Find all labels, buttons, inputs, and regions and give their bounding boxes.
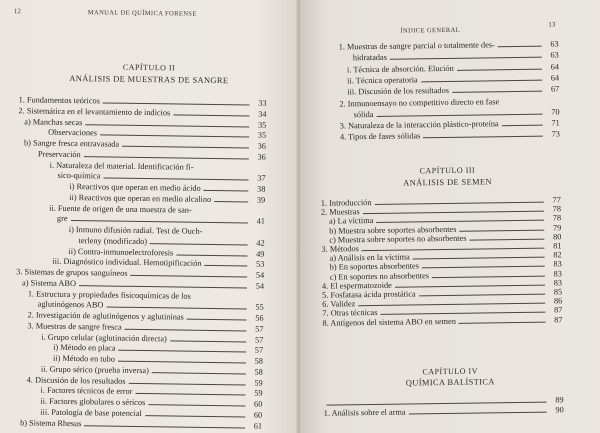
toc-entry-page: 38	[257, 184, 266, 194]
toc-leader-line	[421, 80, 542, 83]
toc-entry-page: 81	[553, 241, 562, 251]
toc-leader-line	[71, 220, 248, 223]
toc-entry-title: i) Método en placa	[53, 343, 116, 353]
right-running-header: ÍNDICE GENERAL	[400, 26, 461, 35]
toc-leader-line	[204, 265, 247, 267]
toc-entry	[322, 315, 562, 327]
toc-leader-line	[84, 156, 249, 159]
toc-entry	[57, 171, 265, 183]
toc-leader-line	[459, 321, 546, 323]
toc-entry-title: i. Grupo celular (aglutinación directa)	[41, 332, 167, 343]
chapter-4-title: QUÍMICA BALÍSTICA	[405, 377, 495, 388]
toc-entry	[69, 182, 265, 194]
toc-entry	[347, 73, 559, 85]
toc-leader-line	[103, 178, 248, 181]
toc-entry-title: 3. Naturaleza de la interacción plástico-proteína	[339, 119, 499, 131]
toc-entry-page: 49	[256, 249, 265, 259]
toc-leader-line	[498, 46, 542, 48]
toc-entry-page: 36	[257, 141, 267, 151]
toc-entry-title: sólida	[353, 109, 374, 120]
toc-entry-title: 1. Fundamentos teóricos	[18, 95, 101, 106]
toc-entry-title: c) Muestra sobre soportes no absorbentes	[329, 233, 467, 245]
toc-entry-title: 1. Muestras de sangre parcial o totalmente des-	[338, 40, 495, 52]
toc-entry-title: ii. Técnica operatoria	[347, 75, 418, 86]
toc-entry-title: 3. Sistemas de grupos sanguíneos	[16, 267, 128, 278]
toc-entry-page: 57	[254, 345, 264, 355]
toc-entry-title: 4. Tipos de fases sólidas	[339, 131, 421, 142]
toc-entry	[347, 85, 559, 97]
toc-entry-page: 59	[254, 378, 263, 388]
toc-entry-title: 3. Métodos	[321, 244, 359, 254]
toc-leader-line	[214, 201, 248, 202]
toc-entry-title: ii) Reactivos que operan en medio alcalino	[69, 192, 212, 204]
toc-entry-page: 71	[551, 118, 560, 128]
toc-entry-title: gre	[56, 214, 68, 224]
toc-entry	[69, 193, 265, 205]
toc-leader-line	[148, 404, 245, 406]
toc-entry-page: 67	[550, 84, 560, 94]
toc-entry-page: 35	[257, 120, 267, 130]
toc-entry-title: a) Sistema ABO	[21, 278, 77, 288]
toc-entry-title: a) Manchas secas	[24, 116, 83, 127]
toc-entry	[57, 214, 265, 226]
toc-leader-line	[129, 382, 246, 385]
toc-leader-line	[103, 102, 250, 105]
toc-leader-line	[152, 372, 246, 374]
toc-leader-line	[106, 307, 246, 310]
toc-entry	[49, 203, 265, 215]
toc-entry	[68, 246, 264, 258]
toc-leader-line	[187, 319, 247, 321]
toc-entry-title: hidratadas	[352, 53, 387, 63]
toc-entry-page: 63	[550, 39, 559, 49]
toc-leader-line	[423, 136, 543, 139]
toc-entry-page: 78	[552, 213, 562, 223]
toc-entry-page: 58	[254, 367, 263, 377]
toc-entry-title: 1. Introducción	[320, 198, 372, 208]
toc-entry-page: 64	[550, 61, 560, 72]
toc-entry	[69, 225, 265, 237]
chapter-2-label: CAPÍTULO II	[122, 62, 176, 73]
toc-entry-page: 57	[255, 324, 264, 334]
toc-leader-line	[469, 238, 544, 240]
toc-entry-title: 1. Estructura y propiedades fisicoquímicas de los	[27, 288, 191, 301]
toc-entry-page: 77	[552, 195, 561, 205]
right-page-number: 13	[548, 20, 556, 29]
left-page-number: 12	[13, 7, 21, 16]
toc-entry-page: 33	[258, 98, 267, 108]
toc-entry-page: 78	[552, 204, 562, 214]
toc-entry-page: 79	[552, 222, 562, 233]
toc-entry-page: 54	[255, 281, 265, 291]
right-page	[300, 0, 600, 433]
toc-entry-page: 83	[553, 259, 562, 269]
toc-entry-page: 37	[257, 173, 266, 183]
chapter-2-title: ANÁLISIS DE MUESTRAS DE SANGRE	[69, 73, 229, 86]
toc-entry	[339, 39, 559, 51]
toc-entry-title: i. Factores técnicos de error	[40, 385, 133, 397]
right-page-content	[300, 0, 600, 433]
toc-entry-title: ii) Contra-inmunoelectroforesis	[68, 246, 174, 257]
toc-entry	[324, 405, 564, 417]
toc-entry-title: b) Muestra sobre soportes absorbentes	[329, 224, 457, 236]
toc-entry-title: 3. Muestras de sangre fresca	[27, 321, 122, 332]
toc-entry-page: 87	[554, 314, 563, 325]
toc-leader-line	[419, 294, 545, 297]
toc-entry-page: 36	[257, 152, 266, 162]
toc-entry-title: i) Reactivos que operan en medio ácido	[69, 181, 201, 193]
toc-leader-line	[176, 254, 247, 256]
toc-entry-page: 57	[254, 335, 264, 345]
toc-entry	[340, 130, 560, 142]
toc-leader-line	[376, 113, 542, 116]
toc-entry-title: ii. Factores globulares o séricos	[40, 396, 146, 408]
toc-entry	[353, 51, 559, 63]
toc-entry-title: aglutinógenos ABO	[37, 299, 104, 310]
toc-entry-page: 59	[254, 388, 263, 398]
toc-entry-title: i. Naturaleza del material. Identificación fi-	[49, 160, 194, 172]
toc-leader-line	[390, 57, 542, 60]
toc-entry-title: 1. Análisis sobre el arma	[323, 407, 406, 418]
toc-entry-page: 35	[257, 130, 267, 140]
toc-entry-title: iii. Patología de base potencial	[40, 407, 142, 418]
toc-entry-page: 60	[254, 399, 263, 409]
toc-entry-title: ii. Grupo sérico (prueba inversa)	[40, 364, 149, 375]
chapter-3-title: ANÁLISIS DE SEMEN	[403, 177, 492, 188]
toc-leader-line	[122, 146, 249, 149]
toc-leader-line	[452, 91, 542, 93]
toc-entry	[53, 343, 263, 355]
toc-entry-page: 83	[553, 278, 563, 288]
toc-entry-page: 86	[553, 296, 563, 306]
toc-leader-line	[85, 124, 249, 127]
left-running-header: MANUAL DE QUÍMICA FORENSE	[87, 9, 197, 18]
toc-entry-title: 8. Antígenos del sistema ABO en semen	[322, 316, 456, 328]
toc-entry-page: 83	[553, 268, 562, 279]
toc-leader-line	[79, 285, 247, 288]
toc-entry-title: sico-química	[57, 171, 101, 181]
toc-leader-line	[422, 266, 545, 269]
toc-leader-line	[204, 190, 249, 192]
toc-leader-line	[119, 350, 247, 353]
toc-entry	[339, 96, 559, 108]
toc-leader-line	[502, 125, 543, 127]
toc-entry	[340, 118, 560, 130]
toc-entry-title: ii) Método en tubo	[52, 353, 116, 364]
toc-entry-title: 2. Sistemática en el levantamiento de indicios	[18, 106, 171, 118]
toc-leader-line	[125, 329, 247, 332]
toc-entry-page: 53	[255, 259, 265, 269]
toc-entry-page: 56	[255, 313, 264, 323]
toc-leader-line	[457, 68, 542, 70]
toc-entry	[354, 107, 560, 119]
toc-entry-page: 70	[551, 107, 560, 117]
toc-entry-title: iii. Diagnóstico individual. Hemotipificación	[52, 257, 202, 269]
toc-leader-line	[84, 425, 245, 428]
toc-entry-title: i) Inmuno difusión radial. Test de Ouch-	[68, 224, 203, 236]
toc-entry-title: b) Sangre fresca entravasada	[23, 138, 120, 149]
toc-entry-title: iii. Discusión de los resultados	[347, 86, 449, 97]
toc-entry-page: 80	[552, 232, 562, 242]
toc-entry-page: 89	[555, 395, 564, 405]
toc-entry	[53, 354, 263, 366]
toc-entry-title: Preservación	[37, 149, 81, 159]
toc-entry-title: 7. Otras técnicas	[322, 308, 378, 319]
toc-leader-line	[150, 243, 248, 245]
toc-entry-page: 39	[256, 195, 266, 205]
toc-entry-title: a) Análisis en la víctima	[329, 252, 410, 263]
toc-entry-title: a) La víctima	[329, 216, 374, 227]
toc-entry-title: b) Sistema Rhesus	[20, 417, 82, 428]
toc-entry	[52, 257, 264, 269]
toc-entry-page: 54	[255, 270, 265, 280]
toc-entry-page: 73	[551, 129, 560, 139]
toc-entry-title: b) En soportes absorbentes	[329, 261, 419, 273]
toc-leader-line	[145, 415, 245, 417]
toc-entry-page: 42	[256, 238, 265, 248]
toc-leader-line	[173, 114, 249, 116]
toc-entry-title: c) En soportes no absorbentes	[329, 270, 429, 282]
toc-entry-page: 63	[550, 50, 559, 60]
toc-entry-title: i. Técnica de absorción. Elución	[346, 63, 454, 74]
toc-leader-line	[409, 412, 547, 415]
toc-entry-title: 5. Fosfatasa ácida prostática	[322, 289, 416, 300]
toc-entry-title: terleny (modificado)	[78, 235, 148, 246]
toc-entry-page: 64	[550, 73, 560, 83]
toc-leader-line	[432, 275, 545, 278]
toc-leader-line	[135, 393, 245, 396]
toc-entry-title: 2. Investigación de aglutinógenos y aglutininas	[27, 310, 184, 322]
toc-entry-title: 2. Muestras	[320, 207, 360, 217]
toc-entry-page: 41	[256, 216, 265, 226]
toc-leader-line	[100, 135, 249, 138]
toc-entry-page: 34	[258, 109, 267, 119]
toc-entry	[79, 236, 265, 248]
toc-entry-page: 90	[555, 405, 564, 415]
toc-leader-line	[459, 229, 544, 231]
toc-entry-title: 6. Validez	[322, 299, 356, 309]
toc-leader-line	[170, 340, 246, 342]
toc-leader-line	[130, 275, 247, 278]
toc-entry-page: 61	[253, 421, 263, 431]
toc-entry-page: 85	[553, 287, 563, 297]
toc-entry-title: 4. Discusión de los resultados	[26, 374, 126, 386]
chapter-4-label: CAPÍTULO IV	[422, 366, 479, 377]
toc-entry-title: ii. Fuente de origen de una muestra de san-	[49, 203, 192, 215]
toc-entry-page: 55	[255, 302, 264, 312]
toc-entry-page: 87	[553, 305, 563, 315]
toc-entry-page: 58	[254, 356, 264, 366]
toc-leader-line	[118, 361, 246, 364]
toc-leader-line	[413, 257, 545, 260]
toc-entry	[20, 418, 262, 430]
toc-entry-title: Observaciones	[48, 127, 98, 138]
toc-entry-title: 2. Inmunoensayo no competitivo directo en fase	[339, 96, 500, 108]
chapter-3-label: CAPÍTULO III	[419, 165, 476, 176]
toc-entry-page: 60	[253, 410, 263, 420]
toc-entry	[347, 62, 559, 74]
toc-entry-title: 4. El espermatozoide	[321, 280, 392, 291]
toc-entry-page: 82	[553, 250, 562, 260]
